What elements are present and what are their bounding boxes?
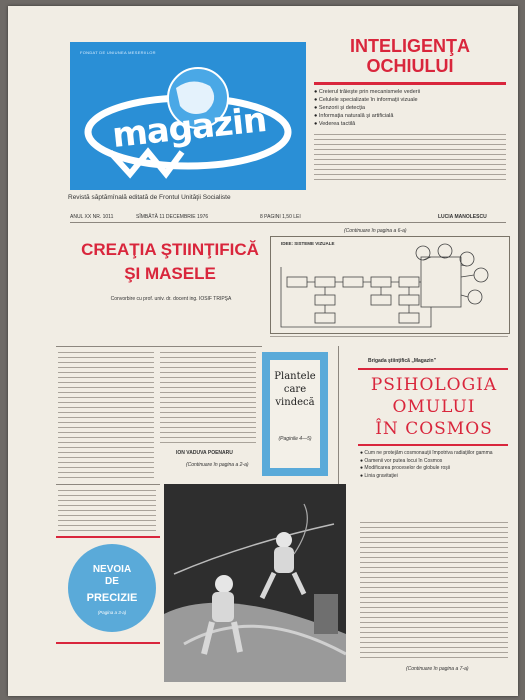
- divider: [70, 222, 506, 223]
- list-item: ● Linia gravitaţiei: [360, 472, 398, 479]
- precizie-circle: [68, 544, 156, 632]
- precizie-title: [68, 564, 156, 588]
- precizie-title-line2: DE: [105, 576, 119, 587]
- list-item: ● Senzorii şi detecţia: [314, 105, 366, 111]
- plants-ref: (Paginile 4—5): [278, 436, 312, 442]
- astronaut-icon: [164, 484, 346, 682]
- article-column-2: [160, 350, 256, 446]
- main-continued-note: (Continuare în pagina a 2-a): [186, 462, 249, 468]
- psihologia-bullets: [360, 450, 508, 480]
- year-issue: ANUL XX NR. 1011: [70, 214, 114, 220]
- article-body-text: [314, 132, 506, 182]
- brigade-kicker: Brigada ştiinţifică „Magazin”: [368, 358, 437, 364]
- continued-note: (Continuare în pagina a 6-a): [344, 228, 407, 234]
- list-item: ● Oamenii vor putea locui în Cosmos: [360, 457, 443, 464]
- psihologia-title-line2: OMULUI: [392, 397, 476, 417]
- inteligenta-bullets: [314, 88, 506, 128]
- plants-box: [262, 352, 328, 476]
- inteligenta-title-line1: INTELIGENŢA: [350, 36, 470, 56]
- red-rule: [358, 368, 508, 370]
- psihologia-title: [360, 374, 508, 440]
- psihologia-title-line1: PSIHOLOGIA: [370, 375, 498, 395]
- main-article-author: ION VADUVA POENARU: [176, 450, 233, 456]
- list-item: ● Modificarea proceselor de globule roşii: [360, 465, 451, 471]
- red-rule: [358, 444, 508, 446]
- article-column-1b: [58, 488, 156, 534]
- space-continued-note: (Continuare în pagina a 7-a): [406, 666, 469, 672]
- precizie-title-line1: NEVOIA: [92, 564, 132, 575]
- masthead-top-note: FONDAT DE UNIUNEA MESERIILOR: [80, 50, 156, 55]
- list-item: ● Informaţia naturală şi artificială: [314, 113, 394, 119]
- interview-intro: Convorbire cu prof. univ. dr. docent ing. IOSIF TRIPŞA: [110, 296, 232, 302]
- pages-price: 8 PAGINI 1,50 LEI: [260, 214, 301, 220]
- red-rule: [56, 642, 160, 644]
- precizie-ref: (Pagina a 3-a): [97, 610, 127, 615]
- divider: [56, 484, 160, 485]
- diagram-caption-lines: [270, 334, 508, 338]
- masthead-subtitle: Revistă săptămînală editată de Frontul Unităţii Socialiste: [68, 194, 231, 201]
- inteligenta-title: [312, 36, 508, 76]
- plants-title: Plantele care vindecă: [274, 371, 316, 408]
- space-article-body: [360, 520, 508, 660]
- red-rule: [56, 536, 160, 538]
- article-author: LUCIA MANOLESCU: [438, 214, 487, 220]
- creatia-title: [72, 238, 268, 286]
- magazin-logo: magazin: [110, 100, 268, 156]
- astronaut-illustration: [164, 484, 346, 682]
- diagram-graphic: [271, 237, 509, 333]
- divider: [56, 346, 262, 347]
- list-item: ● Vederea tactilă: [314, 121, 356, 127]
- inteligenta-title-line2: OCHIULUI: [366, 56, 454, 76]
- psihologia-title-line3: ÎN COSMOS: [375, 419, 493, 439]
- red-rule: [314, 82, 506, 85]
- creatia-title-line2: ŞI MASELE: [124, 264, 216, 283]
- vision-diagram: [270, 236, 510, 334]
- plants-inner: [270, 360, 320, 468]
- list-item: ● Celulele specializate în informaţii vizuale: [314, 97, 418, 103]
- precizie-sub: PRECIZIE: [86, 592, 138, 604]
- issue-date: SÎMBĂTĂ 11 DECEMBRIE 1976: [136, 214, 209, 220]
- creatia-title-line1: CREAŢIA ŞTIINŢIFICĂ: [81, 240, 259, 259]
- newspaper-page: [8, 6, 518, 696]
- list-item: ● Cum ne protejăm cosmonauţii împotriva radiaţiilor gamma: [360, 450, 493, 456]
- masthead-logo-block: [70, 42, 306, 190]
- article-column-1: [58, 350, 154, 478]
- list-item: ● Creierul trăieşte prin mecanismele vederii: [314, 89, 421, 95]
- diagram-title: IDEE: SISTEME VIZUALE: [281, 241, 335, 246]
